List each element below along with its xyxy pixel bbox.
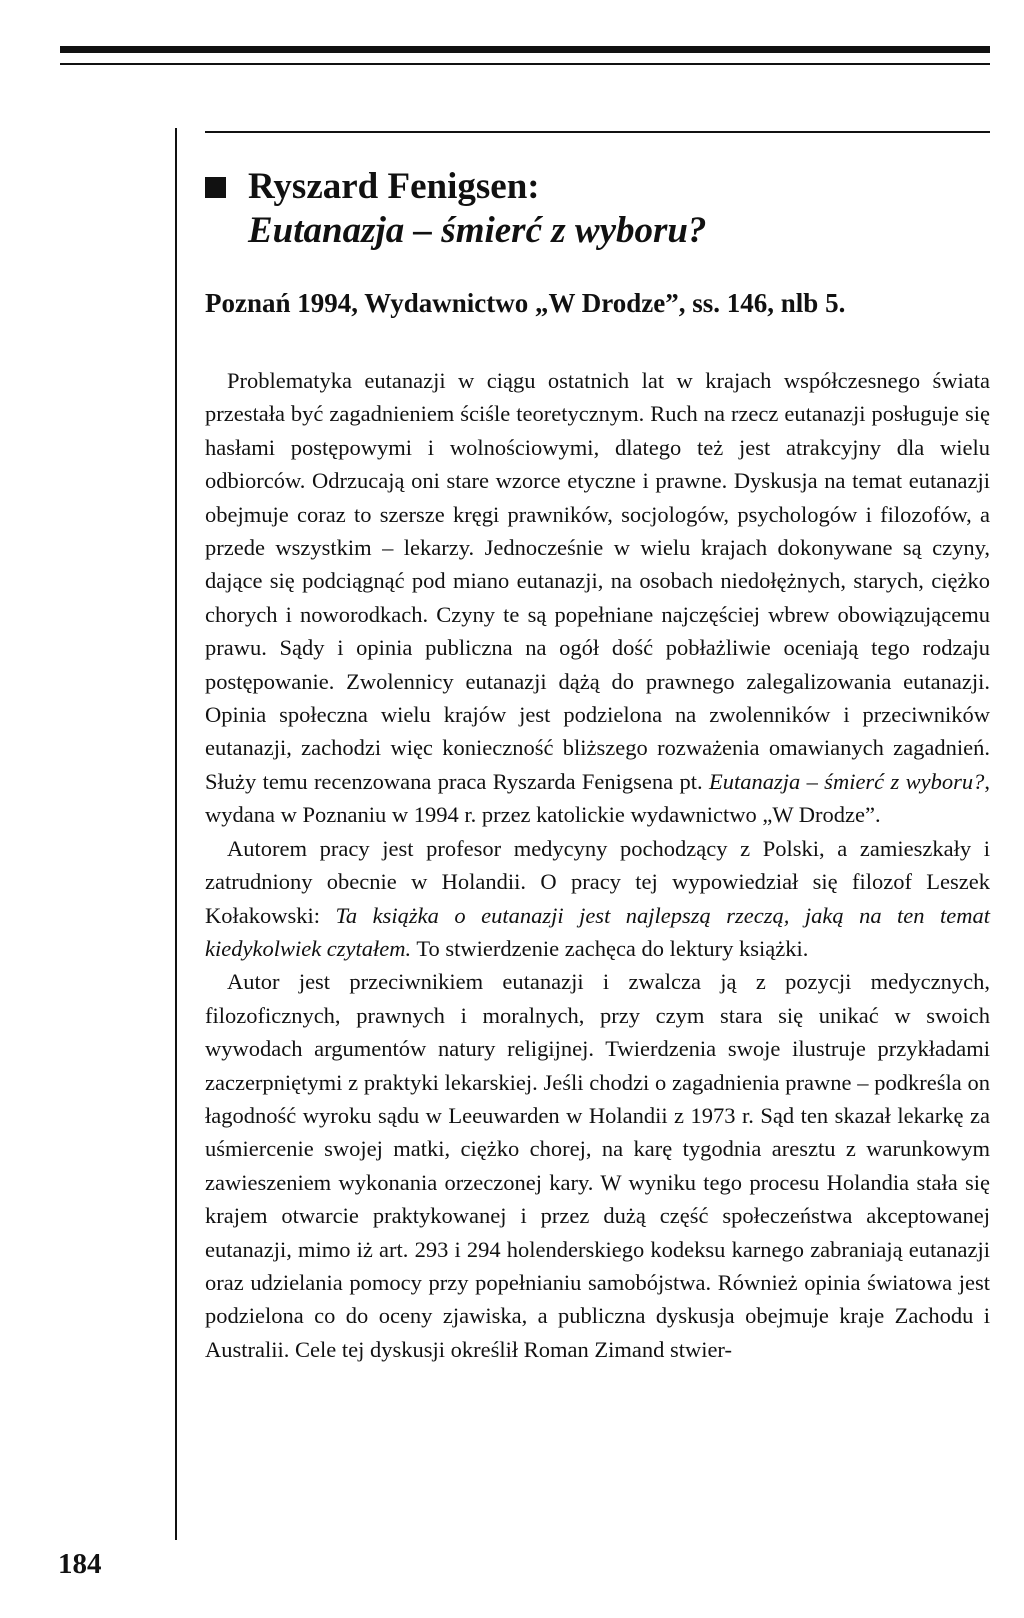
author-name: Ryszard Fenigsen: [248, 166, 540, 207]
paragraph-2 [205, 832, 990, 966]
square-bullet-icon [205, 177, 226, 198]
book-title: Eutanazja – śmierć z wyboru? [248, 210, 707, 251]
page-number: 184 [58, 1548, 102, 1580]
paragraph-3: Autor jest przeciwnikiem eutanazji i zwalcza ją z pozycji medycznych, filozoficznych, prawnych i moralnych, przy czym stara się unikać w swoich wywodach argumentów natury religijnej. Twierdzenia swoje ilustruje przykładami zaczerpniętymi z praktyki lekarskiej. Jeśli chodzi o zagadnienia prawne – podkreśla on łagodność wyroku sądu w Leeuwarden w Holandii z 1973 r. Sąd ten skazał lekarkę za uśmiercenie swojej matki, ciężko chorej, na karę tygodnia aresztu z warunkowym zawieszeniem wykonania orzeczonej kary. W wyniku tego procesu Holandia stała się krajem otwarcie praktykowanej i przez dużą część społeczeństwa akceptowanej eutanazji, mimo iż art. 293 i 294 holenderskiego kodeksu karnego zabraniają eutanazji oraz udzielania pomocy przy popełnianiu samobójstwa. Również opinia światowa jest podzielona co do oceny zjawiska, a publiczna dyskusja obejmuje kraje Zachodu i Australii. Cele tej dyskusji określił Roman Zimand stwier- [205, 969, 990, 1362]
paragraph-1 [205, 364, 990, 832]
paragraph-1-text-a: Problematyka eutanazji w ciągu ostatnich lat w krajach współczesnego świata przestała być zagadnieniem ściśle teoretycznym. Ruch na rzecz eutanazji posługuje się hasłami postępowymi i wolnościowymi, dlatego też jest atrakcyjny dla wielu odbiorców. Odrzucają oni stare wzorce etyczne i prawne. Dyskusja na temat eutanazji obejmuje coraz to szersze kręgi prawników, socjologów, psychologów i filozofów, a przede wszystkim – lekarzy. Jednocześnie w wielu krajach dokonywane są czyny, dające się podciągnąć pod miano eutanazji, na osobach niedołężnych, starych, ciężko chorych i noworodkach. Czyny te są popełniane najczęściej wbrew obowiązującemu prawu. Sądy i opinia publiczna na ogół dość pobłażliwie oceniają tego rodzaju postępowanie. Zwolennicy eutanazji dążą do prawnego zalegalizowania eutanazji. Opinia społeczna wielu krajów jest podzielona na zwolenników i przeciwników eutanazji, zachodzi więc konieczność bliższego rozważenia omawianych zagadnień. Służy temu recenzowana praca Ryszarda Fenigsena pt. [205, 368, 990, 794]
author-line [205, 165, 995, 209]
review-header [205, 165, 995, 319]
paragraph-2-text-a: Autorem pracy jest profesor medycyny pochodzący z Polski, a zamieszkały i zatrudniony obecnie w Holandii. O pracy tej wypowiedział się filozof Leszek Kołakowski: [205, 835, 990, 928]
paragraph-1-book-title: Eutanazja – śmierć z wyboru? [708, 768, 985, 794]
top-rule-thin [60, 63, 990, 65]
header-rule [205, 131, 990, 133]
paragraph-2-text-b: To stwierdzenie zachęca do lektury książki. [411, 935, 809, 961]
paragraph-1-text-b: , wydana w Poznaniu w 1994 r. przez katolickie wydawnictwo „W Drodze”. [205, 768, 991, 828]
margin-vertical-rule [175, 128, 177, 1540]
top-rule-thick [60, 46, 990, 53]
paragraph-2-quote: Ta książka o eutanazji jest najlepszą rzeczą, jaką na ten temat kiedykolwiek czytałem. [205, 902, 990, 961]
publication-info: Poznań 1994, Wydawnictwo „W Drodze”, ss. 146, nlb 5. [205, 288, 846, 318]
review-body [205, 364, 990, 1366]
